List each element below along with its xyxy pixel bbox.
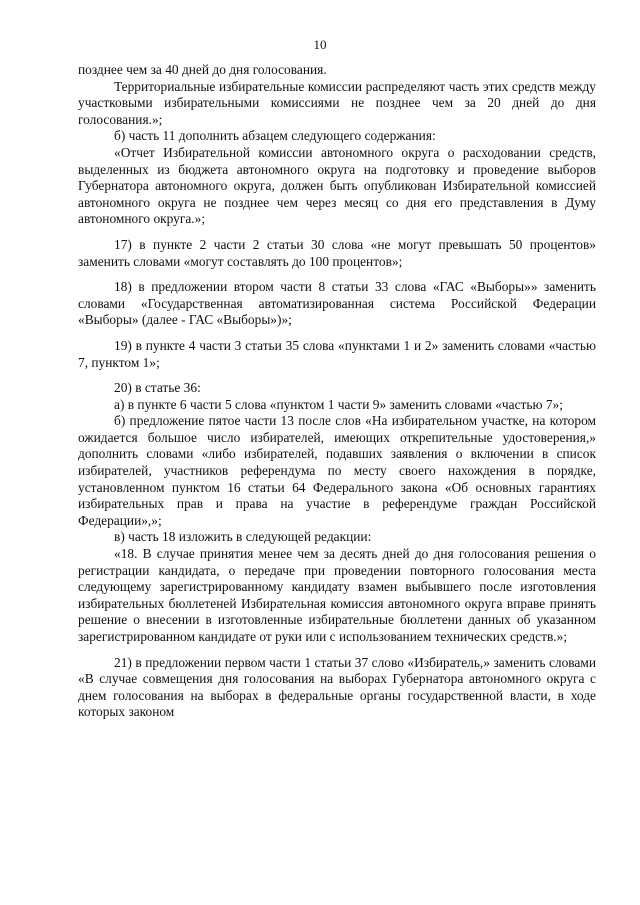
paragraph: б) часть 11 дополнить абзацем следующего содержания: bbox=[114, 128, 436, 144]
paragraph: б) предложение пятое части 13 после слов «На избирательном участке, на котором ожидается большое число избирателей, имеющих открепительные удостоверения,» дополнить словами «либо избирателей, подавших заявления о включении в список избирателей, участников референдума по месту своего нахождения в порядке, установленном пунктом 16 статьи 64 Федерального закона «Об основных гарантиях избирательных прав и права на участие в референдуме граждан Российской Федерации»,»; bbox=[78, 413, 596, 528]
paragraph: 18) в предложении втором части 8 статьи 33 слова «ГАС «Выборы»» заменить словами «Государственная автоматизированная система Российской Федерации «Выборы» (далее - ГАС «Выборы»)»; bbox=[78, 279, 596, 328]
paragraph: «18. В случае принятия менее чем за десять дней до дня голосования решения о регистрации кандидата, о передаче при проведении повторного голосования места следующему зарегистрированному кандидату взамен выбывшего после изготовления избирательных бюллетеней Избирательная комиссия автономного округа вправе принять решение о внесении в изготовленные избирательные бюллетени данных об указанном зарегистрированном кандидате от руки или с использованием технических средств.»; bbox=[78, 546, 596, 644]
paragraph: а) в пункте 6 части 5 слова «пунктом 1 части 9» заменить словами «частью 7»; bbox=[114, 396, 563, 412]
paragraph: 20) в статье 36: bbox=[114, 380, 201, 396]
paragraph: «Отчет Избирательной комиссии автономного округа о расходовании средств, выделенных из бюджета автономного округа на подготовку и проведение выборов Губернатора автономного округа, должен быть опубликован Избирательной комиссией автономного округа не позднее чем через месяц со дня его представления в Думу автономного округа.»; bbox=[78, 144, 596, 227]
paragraph: 21) в предложении первом части 1 статьи 37 слово «Избиратель,» заменить словами «В случае совмещения дня голосования на выборах Губернатора автономного округа с днем голосования на выборах в федеральные органы государственной власти, в ходе которых законом bbox=[78, 654, 596, 720]
paragraph: 19) в пункте 4 части 3 статьи 35 слова «пунктами 1 и 2» заменить словами «частью 7, пунктом 1»; bbox=[78, 337, 596, 370]
paragraph: Территориальные избирательные комиссии распределяют часть этих средств между участковыми избирательными комиссиями не позднее чем за 20 дней до дня голосования.»; bbox=[78, 78, 596, 127]
document-body bbox=[78, 62, 596, 721]
paragraph: 17) в пункте 2 части 2 статьи 30 слова «не могут превышать 50 процентов» заменить словами «могут составлять до 100 процентов»; bbox=[78, 236, 596, 269]
paragraph: позднее чем за 40 дней до дня голосования. bbox=[78, 62, 327, 77]
page-number: 10 bbox=[313, 37, 327, 52]
paragraph: в) часть 18 изложить в следующей редакции: bbox=[114, 529, 372, 545]
